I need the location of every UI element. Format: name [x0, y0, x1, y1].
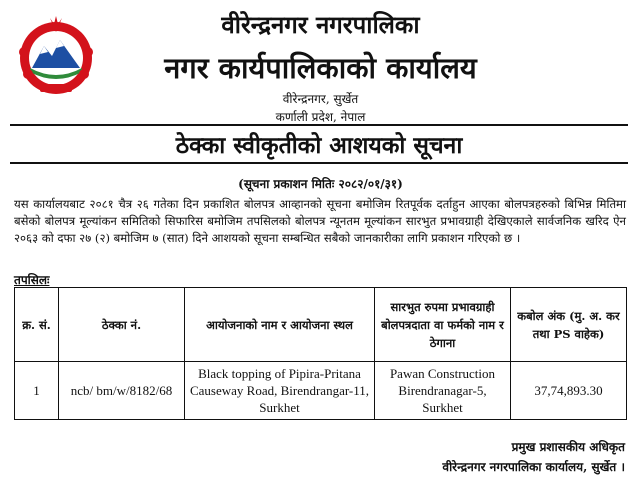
signatory-office: वीरेन्द्रनगर नगरपालिका कार्यालय, सुर्खेत । [442, 460, 625, 474]
notice-body: यस कार्यालयबाट २०८१ चैत्र २६ गतेका दिन प्रकाशित बोलपत्र आव्हानको सूचना बमोजिम रितपूर्वक दर्ताहुन आएका बोलपत्रहरुको बिभिन्न मितिमा बसेको बोलपत्र मूल्यांकन समितिको सिफारिस बमोजिम तपसिलको बोलपत्र न्यूनतम मूल्यांकन सारभुत प्रभावग्राही देखिएकाले सार्वजनिक खरिद ऐन २०६३ को दफा २७ (२) बमोजिम ७ (सात) दिने आशयको सूचना सम्बन्धित सबैको जानकारीका लागि प्रकाशन गरिएको छ । [14, 197, 626, 245]
cell-contract-no: ncb/ bm/w/8182/68 [59, 362, 185, 420]
address-line-1: वीरेन्द्रनगर, सुर्खेत [282, 92, 359, 106]
header-bidder: सारभुत रुपमा प्रभावग्राही बोलपत्रदाता वा फर्मको नाम र ठेगाना [375, 288, 511, 362]
cell-bidder: Pawan Construction Birendranagar-5, Surkhet [375, 362, 511, 420]
cell-sn: 1 [15, 362, 59, 420]
cell-amount: 37,74,893.30 [511, 362, 627, 420]
notice-title: ठेक्का स्वीकृतीको आशयको सूचना [175, 132, 463, 159]
address-line-2: कर्णाली प्रदेश, नेपाल [275, 110, 366, 124]
office-name: वीरेन्द्रनगर नगरपालिका [221, 10, 420, 39]
tapasil-label: तपसिलः [14, 273, 50, 287]
header-sn: क्र. सं. [15, 288, 59, 362]
table-header-row [15, 288, 627, 362]
table-row [15, 362, 627, 420]
signatory-title: प्रमुख प्रशासकीय अधिकृत [511, 440, 625, 454]
publication-date: (सूचना प्रकाशन मितिः २०८२/०१/३१) [238, 177, 403, 191]
header-project: आयोजनाको नाम र आयोजना स्थल [185, 288, 375, 362]
cell-project: Black topping of Pipira-Pritana Causeway Road, Birendrangar-11, Surkhet [185, 362, 375, 420]
executive-office-title: नगर कार्यपालिकाको कार्यालय [164, 51, 477, 85]
header-amount: कबोल अंक (मु. अ. कर तथा PS वाहेक) [511, 288, 627, 362]
header-contract-no: ठेक्का नं. [59, 288, 185, 362]
bid-table [14, 287, 627, 420]
notice-title-banner [10, 124, 628, 164]
